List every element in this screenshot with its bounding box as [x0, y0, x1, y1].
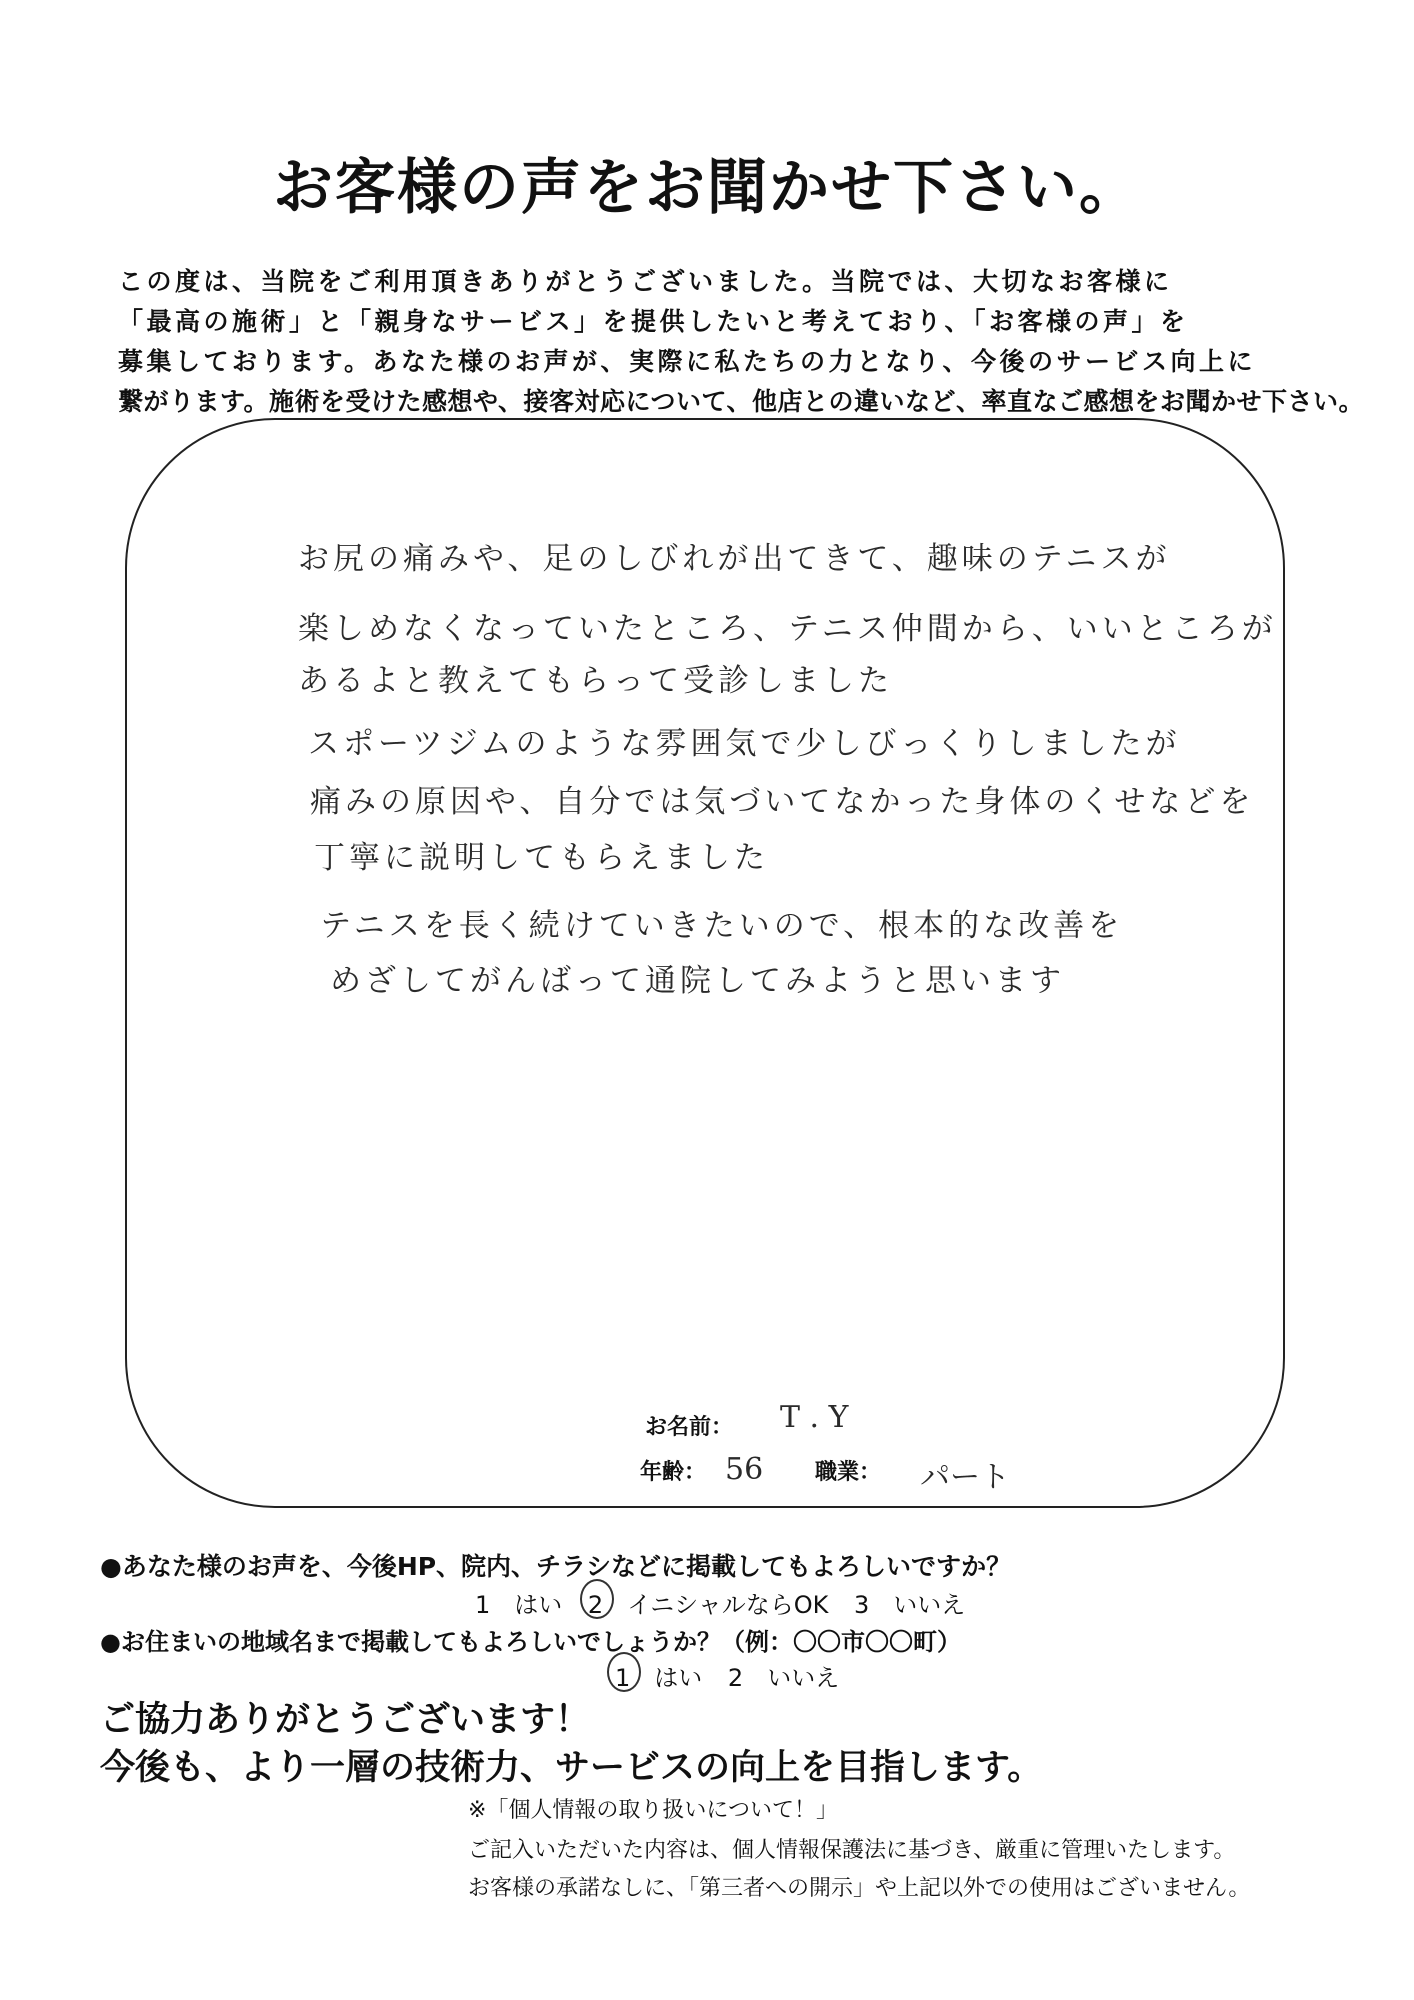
option-no[interactable]: 3 いいえ: [854, 1591, 966, 1619]
handwritten-line: テニスを長く続けていきたいので、根本的な改善を: [320, 908, 1124, 944]
option-initials-ok[interactable]: 2 イニシャルならOK: [588, 1585, 828, 1620]
privacy-line: ご記入いただいた内容は、個人情報保護法に基づき、厳重に管理いたします。: [468, 1838, 1236, 1863]
job-value: パート: [920, 1460, 1010, 1495]
age-label: 年齢：: [640, 1460, 707, 1485]
intro-line: この度は、当院をご利用頂きありがとうございました。当院では、大切なお客様に: [118, 267, 1173, 296]
handwritten-line: めざしてがんばって通院してみようと思います: [330, 963, 1065, 999]
thanks-line: 今後も、より一層の技術力、サービスの向上を目指します。: [100, 1748, 1043, 1788]
handwritten-line: お尻の痛みや、足のしびれが出てきて、趣味のテニスが: [298, 541, 1171, 577]
question-area: ●お住まいの地域名まで掲載してもよろしいでしょうか？（例：〇〇市〇〇町）: [100, 1628, 961, 1656]
intro-line: 募集しております。あなた様のお声が、実際に私たちの力となり、今後のサービス向上に: [118, 347, 1257, 376]
question-publish-options: [475, 1585, 983, 1620]
handwritten-line: 楽しめなくなっていたところ、テニス仲間から、いいところが: [298, 611, 1277, 647]
handwritten-line: 痛みの原因や、自分では気づいてなかった身体のくせなどを: [310, 784, 1255, 820]
intro-line: 「最高の施術」と「親身なサービス」を提供したいと考えており、「お客様の声」を: [118, 307, 1189, 336]
name-value: T . Y: [780, 1400, 849, 1435]
privacy-line: お客様の承諾なしに、「第三者への開示」や上記以外での使用はございません。: [468, 1876, 1251, 1901]
handwritten-line: あるよと教えてもらって受診しました: [298, 663, 893, 699]
job-label: 職業：: [815, 1460, 882, 1485]
privacy-heading: ※「個人情報の取り扱いについて！」: [468, 1798, 838, 1823]
intro-line: 繋がります。施術を受けた感想や、接客対応について、他店との違いなど、率直なご感想をお聞かせ下さい。: [118, 387, 1365, 416]
option-yes[interactable]: 1 はい: [615, 1658, 702, 1693]
age-value: 56: [725, 1452, 764, 1487]
handwritten-line: 丁寧に説明してもらえました: [314, 840, 769, 876]
intro-text: [118, 262, 1365, 422]
handwritten-line: スポーツジムのような雰囲気で少しびっくりしましたが: [308, 726, 1181, 762]
option-yes[interactable]: 1 はい: [475, 1591, 563, 1619]
name-label: お名前：: [645, 1415, 734, 1440]
page-title: お客様の声をお聞かせ下さい。: [273, 153, 1141, 223]
thanks-line: ご協力ありがとうございます！: [100, 1700, 591, 1740]
question-area-options: [615, 1658, 857, 1693]
option-no[interactable]: 2 いいえ: [727, 1664, 840, 1692]
question-publish: ●あなた様のお声を、今後HP、院内、チラシなどに掲載してもよろしいですか？: [100, 1552, 1012, 1581]
